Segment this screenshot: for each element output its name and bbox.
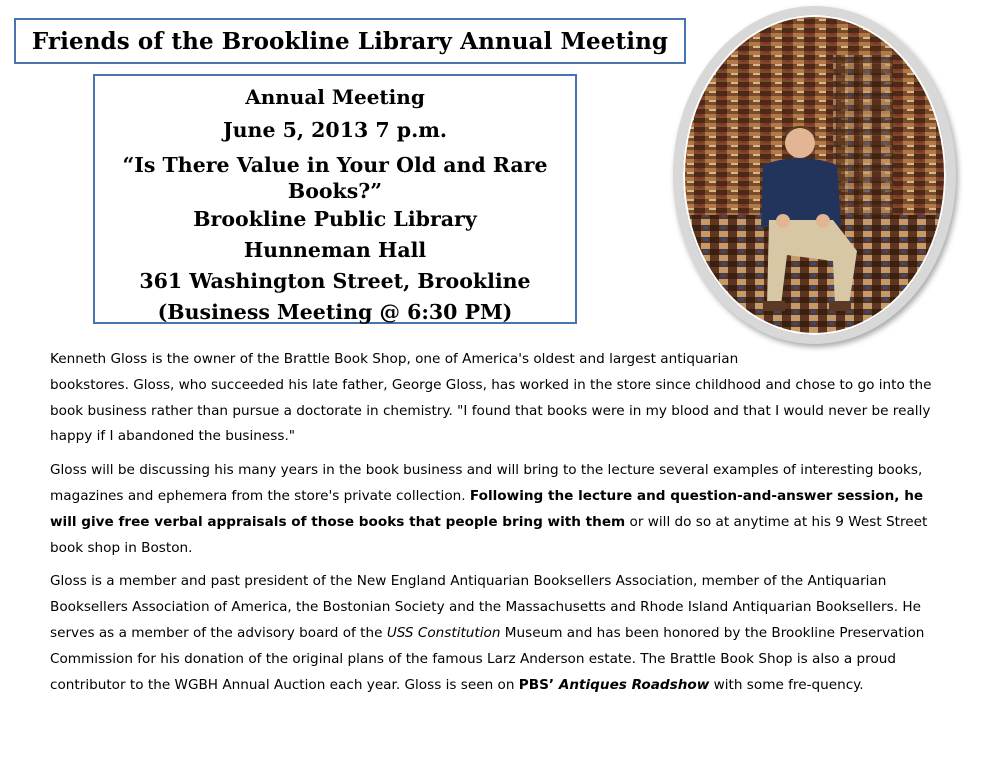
bio-rest: bookstores. Gloss, who succeeded his late father, George Gloss, has worked in the store since childhood and chose to go into the book business rather than pursue a doctorate in chemistry. "I found that books were in my blood and that I would never be really happy if I abandoned the business." (50, 376, 932, 445)
business-meeting-note: (Business Meeting @ 6:30 PM) (157, 300, 513, 324)
uss-constitution-italic: USS Constitution (386, 624, 501, 641)
meeting-info-box (93, 74, 577, 324)
pbs-bold: PBS’ (518, 676, 559, 693)
talk-title: “Is There Value in Your Old and Rare Books?” (122, 153, 548, 203)
paragraph-lecture (50, 458, 950, 561)
title-banner (14, 18, 686, 64)
lecture-text-c: or will do so at anytime at his 9 West Street book shop in Boston. (50, 513, 928, 556)
page-title: Friends of the Brookline Library Annual Meeting (31, 27, 669, 55)
memberships-text-b: Museum and has been honored by the Brookline Preservation Commission for his donation of the original plans of the famous Larz Anderson estate. The Brattle Book Shop is also a proud contributor to the WGBH Annual Auction each year. Gloss is seen on (50, 624, 925, 693)
books-portrait-illustration (683, 15, 946, 335)
meeting-label: Annual Meeting (245, 85, 425, 109)
lecture-appraisal-bold: Following the lecture and question-and-answer session, he will give free verbal appraisals of those books that people bring with them (50, 487, 924, 530)
memberships-text-a: Gloss is a member and past president of the New England Antiquarian Booksellers Association, member of the Antiquarian Booksellers Association of America, the Bostonian Society and the Massachusetts and Rhode Island Antiquarian Booksellers. He serves as a member of the advisory board of the (50, 573, 921, 641)
meeting-venue: Brookline Public Library (193, 207, 477, 231)
article-body (50, 347, 950, 706)
meeting-date-time: June 5, 2013 7 p.m. (222, 118, 448, 142)
paragraph-memberships (50, 569, 950, 698)
paragraph-bio (50, 347, 950, 450)
memberships-text-c: with some fre-quency. (709, 676, 864, 693)
bio-line-1: Kenneth Gloss is the owner of the Brattle Book Shop, one of America's oldest and largest antiquarian (50, 351, 739, 367)
meeting-room: Hunneman Hall (243, 238, 427, 262)
lecture-text-a: Gloss will be discussing his many years in the book business and will bring to the lecture several examples of interesting books, magazines and ephemera from the store's private collection. (50, 462, 923, 504)
antiques-roadshow-bold-italic: Antiques Roadshow (558, 676, 710, 693)
speaker-photo (673, 6, 956, 344)
meeting-address: 361 Washington Street, Brookline (139, 269, 531, 293)
